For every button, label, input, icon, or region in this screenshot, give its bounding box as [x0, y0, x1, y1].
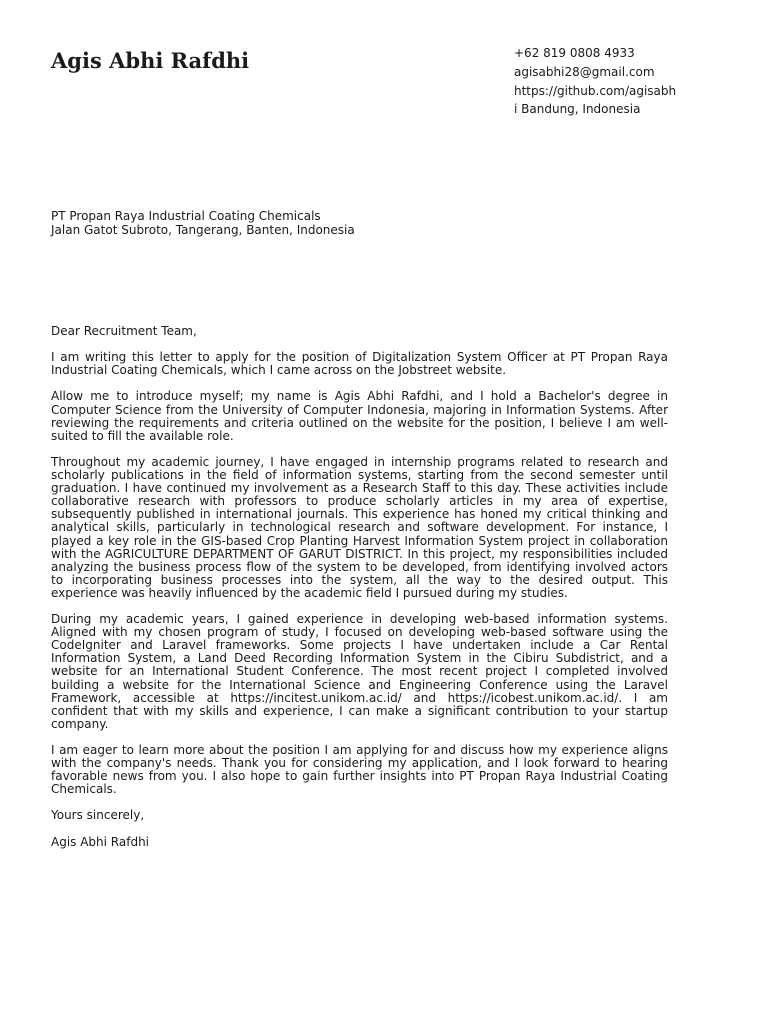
paragraph-closing-remarks: I am eager to learn more about the position I am applying for and discuss how my experience aligns with the company's needs. Thank you for considering my application, and I look forward to hearing favorable news from you. I also hope to gain further insights into PT Propan Raya Industrial Coating Chemicals.: [51, 743, 668, 797]
paragraph-web-experience: [51, 613, 668, 731]
email-address: agisabhi28@gmail.com: [514, 64, 655, 79]
paragraph-connector: and: [413, 690, 436, 705]
contact-block: [514, 44, 677, 119]
paragraph-background: Allow me to introduce myself; my name is Agis Abhi Rafdhi, and I hold a Bachelor's degree in Computer Science from the University of Computer Indonesia, majoring in Information Systems. After reviewing the requirements and criteria outlined on the website for the position, I believe I am well-suited to fill the available role.: [51, 389, 668, 443]
incitest-url: https://incitest.unikom.ac.id/: [230, 690, 402, 705]
recipient-company: PT Propan Raya Industrial Coating Chemicals: [51, 209, 321, 223]
applicant-name: Agis Abhi Rafdhi: [51, 48, 250, 73]
salutation: Dear Recruitment Team,: [51, 324, 197, 338]
recipient-address: Jalan Gatot Subroto, Tangerang, Banten, Indonesia: [51, 223, 355, 237]
paragraph-web-experience-text: During my academic years, I gained experience in developing web-based information systems. Aligned with my chosen program of study, I focused on developing web-based software using the CodeIgniter and Laravel frameworks. Some projects I have undertaken include a Car Rental Information System, a Land Deed Recording Information System in the Cibiru Subdistrict, and a website for an International Student Conference. The most recent project I completed involved building a website for the International Science and Engineering Conference using the Laravel Framework, accessible at: [51, 612, 668, 705]
closing: Yours sincerely,: [51, 808, 145, 823]
recipient-block: [51, 209, 355, 237]
paragraph-research-experience: Throughout my academic journey, I have engaged in internship programs related to research and scholarly publications in the field of information systems, starting from the second semester until graduation. I have continued my involvement as a Research Staff to this day. These activities include collaborative research with professors to produce scholarly articles in my area of expertise, subsequently published in international journals. This experience has honed my critical thinking and analytical skills, particularly in technological research and software development. For instance, I played a key role in the GIS-based Crop Planting Harvest Information System project in collaboration with the AGRICULTURE DEPARTMENT OF GARUT DISTRICT. In this project, my responsibilities included analyzing the business process flow of the system to be developed, from identifying involved actors to incorporating business processes into the system, all the way to the desired output. This experience was heavily influenced by the academic field I pursued during my studies.: [51, 454, 668, 600]
letter-body: [51, 325, 668, 862]
icobest-url: https://icobest.unikom.ac.id/.: [447, 690, 623, 705]
phone-number: +62 819 0808 4933: [514, 46, 635, 60]
github-link-end-and-location: i Bandung, Indonesia: [514, 102, 641, 117]
github-link-part-1: https://github.com/agisabh: [514, 83, 677, 98]
signature: Agis Abhi Rafdhi: [51, 834, 150, 849]
paragraph-intro: I am writing this letter to apply for the position of Digitalization System Officer at PT Propan Raya Industrial Coating Chemicals, which I came across on the Jobstreet website.: [51, 350, 668, 378]
paragraph-web-experience-end: I am confident that with my skills and experience, I can make a significant contribution to your startup company.: [51, 690, 668, 731]
